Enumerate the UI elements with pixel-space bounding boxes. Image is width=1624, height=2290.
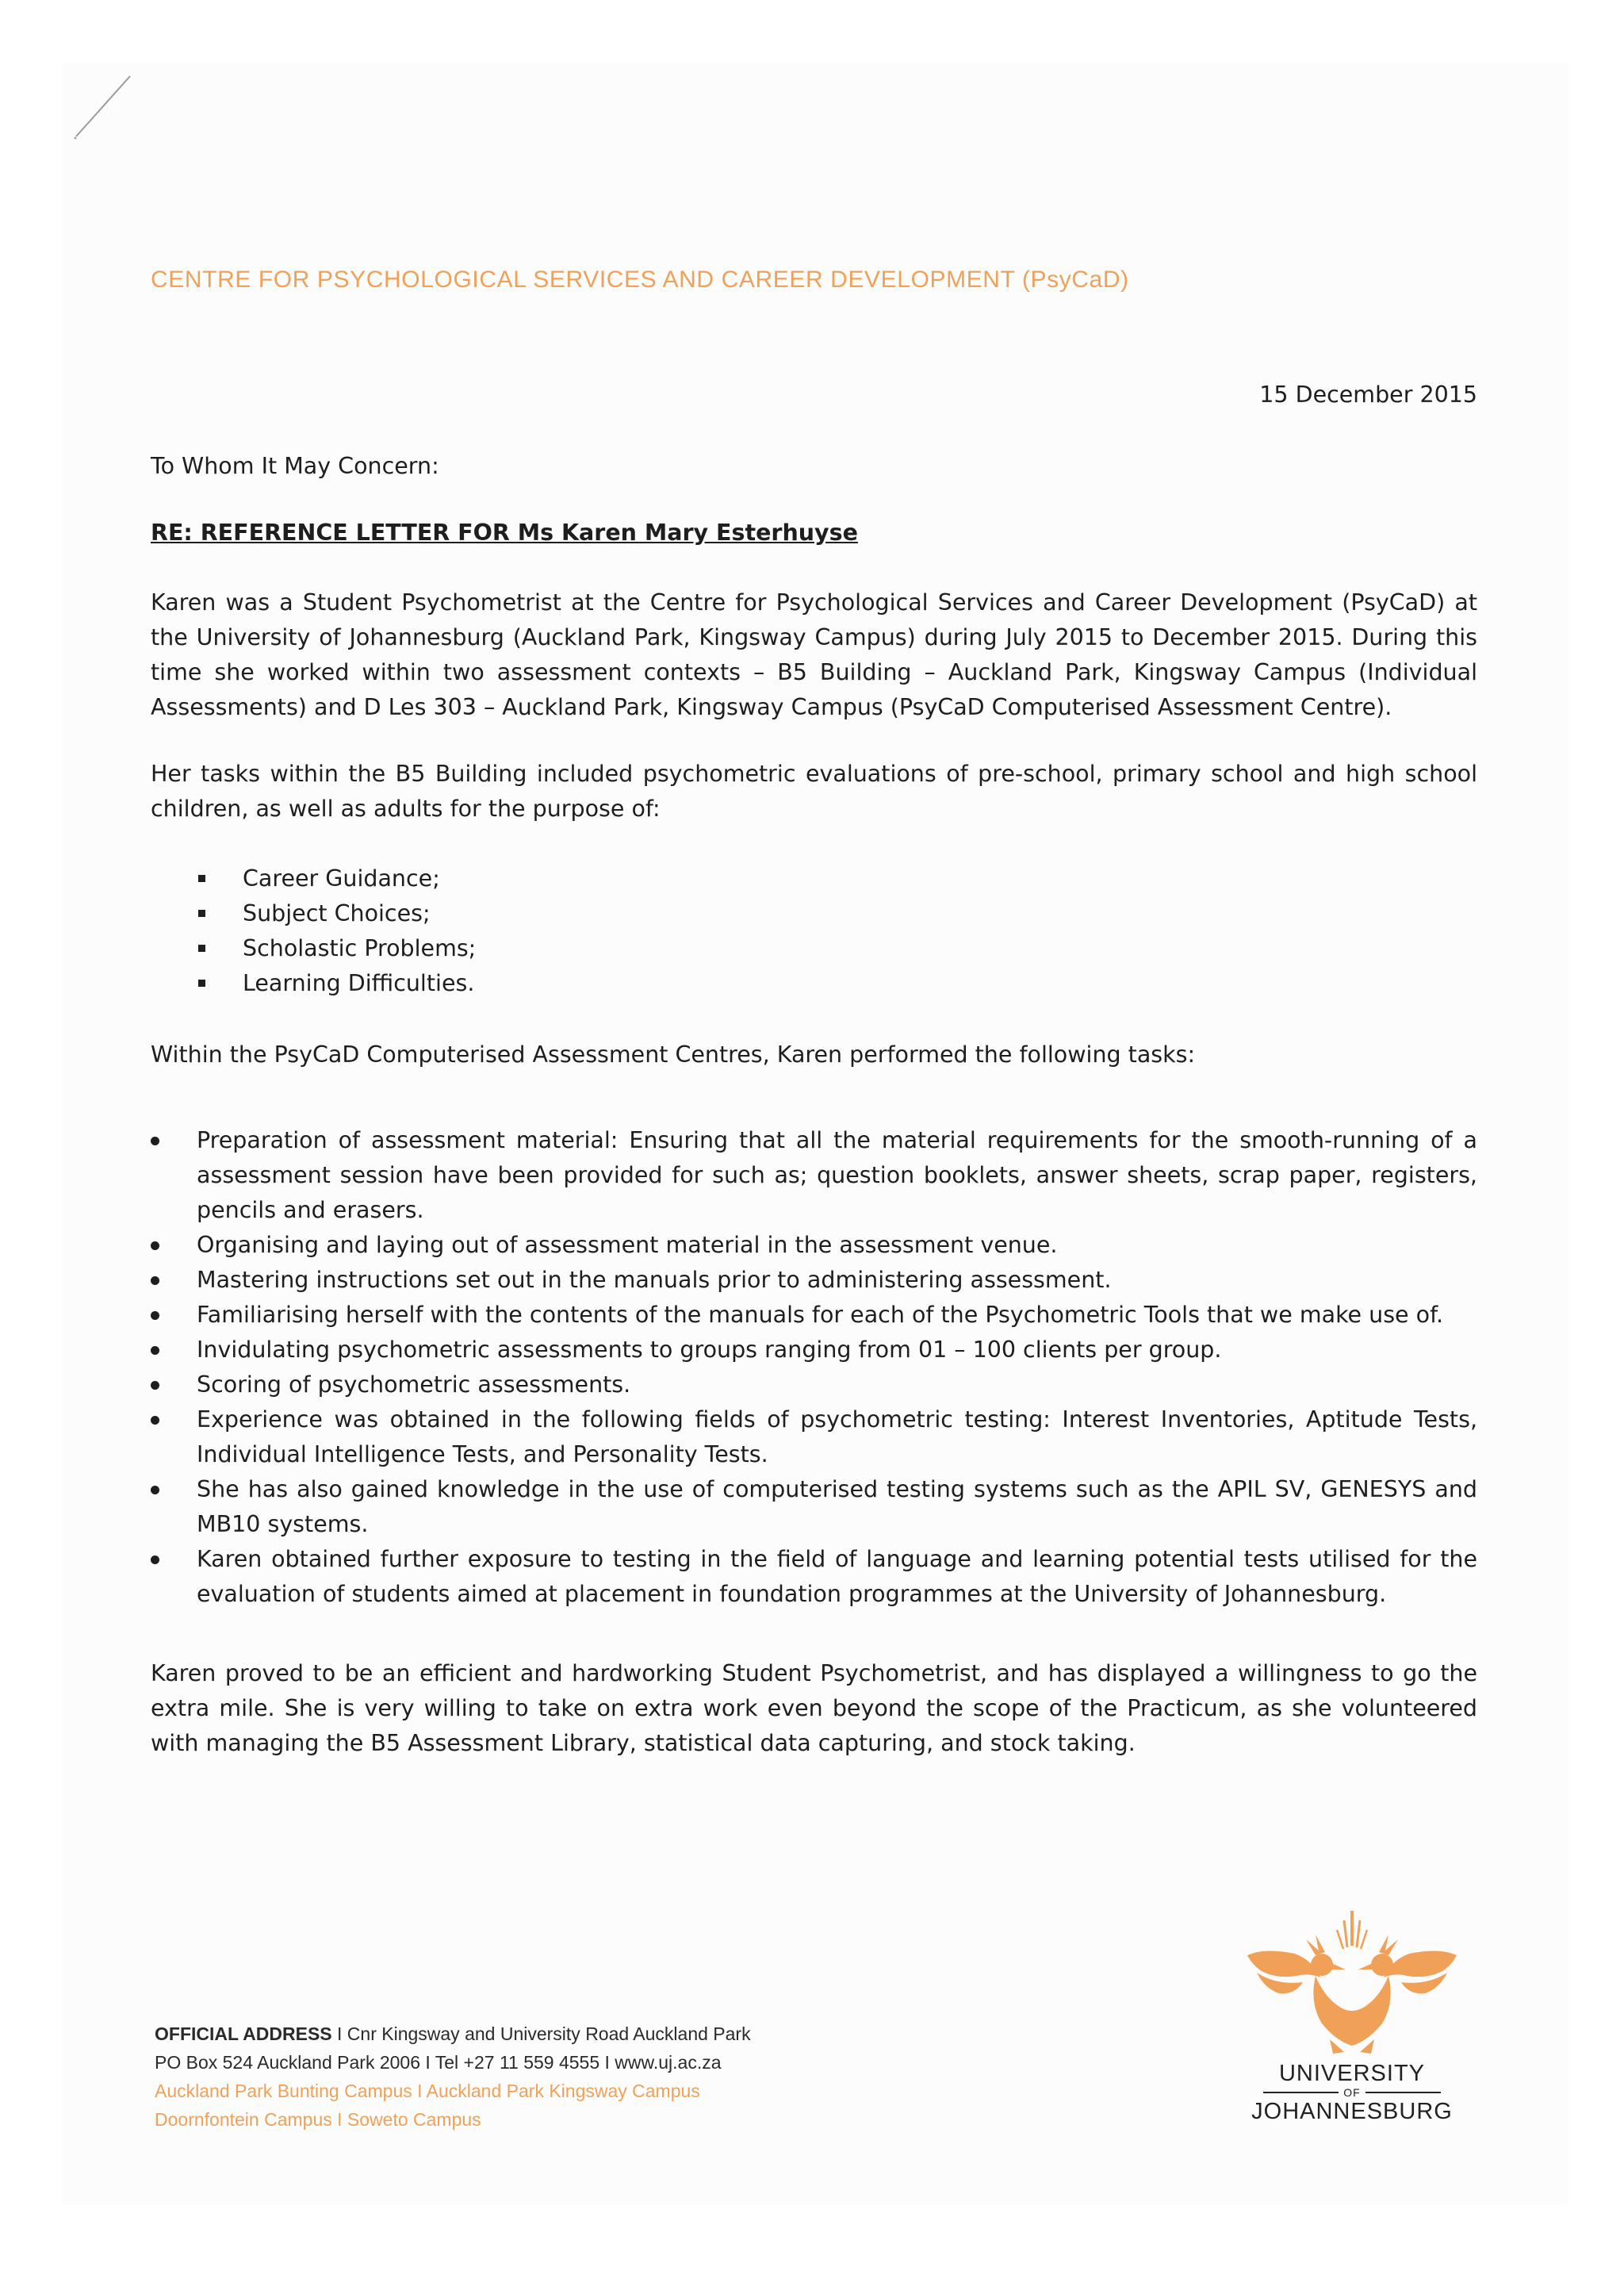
list-item-text: Scholastic Problems; bbox=[243, 935, 477, 961]
organization-heading: CENTRE FOR PSYCHOLOGICAL SERVICES AND CAREER DEVELOPMENT (PsyCaD) bbox=[151, 267, 1129, 293]
round-bullet-icon bbox=[151, 1346, 159, 1355]
round-bullet-icon bbox=[151, 1311, 159, 1320]
wordmark-university: UNIVERSITY bbox=[1278, 2061, 1426, 2086]
round-bullet-icon bbox=[151, 1276, 159, 1285]
round-bullet-icon bbox=[151, 1486, 159, 1494]
list-item bbox=[151, 1263, 1477, 1298]
address-line bbox=[155, 2020, 751, 2048]
paragraph-closing: Karen proved to be an efficient and hardworking Student Psychometrist, and has displayed a willingness to go the extra mile. She is very willing to take on extra work even beyond the scope of the Practicum, as she volunteered with managing the B5 Assessment Library, statistical data capturing, and stock taking. bbox=[151, 1660, 1477, 1756]
list-item bbox=[151, 896, 476, 931]
list-item-text: Familiarising herself with the contents of the manuals for each of the Psychometric Tools that we make use of. bbox=[197, 1302, 1444, 1328]
wordmark-of: OF bbox=[1343, 2086, 1361, 2099]
subject-line: RE: REFERENCE LETTER FOR Ms Karen Mary Esterhuyse bbox=[151, 520, 858, 546]
list-item-text: Mastering instructions set out in the manuals prior to administering assessment. bbox=[197, 1267, 1112, 1293]
letter-date: 15 December 2015 bbox=[1259, 382, 1477, 408]
round-bullet-icon bbox=[151, 1416, 159, 1425]
list-item-text: Preparation of assessment material: Ensuring that all the material requirements for the smooth-running of a assessment session have been provided for such as; question booklets, answer sheets, scrap paper, registers, pencils and erasers. bbox=[197, 1127, 1477, 1223]
list-item-text: Experience was obtained in the following fields of psychometric testing: Interest Inventories, Aptitude Tests, Individual Intelligence Tests, and Personality Tests. bbox=[197, 1406, 1477, 1467]
official-address bbox=[155, 2020, 751, 2134]
task-list bbox=[151, 1123, 1477, 1612]
campus-name: Soweto Campus bbox=[347, 2109, 481, 2130]
paragraph-intro: Karen was a Student Psychometrist at the Centre for Psychological Services and Career Development (PsyCaD) at the University of Johannesburg (Auckland Park, Kingsway Campus) during July 2015 to December 2015. During this time she worked within two assessment contexts – B5 Building – Auckland Park, Kingsway Campus (Individual Assessments) and D Les 303 – Auckland Park, Kingsway Campus (PsyCaD Computerised Assessment Centre). bbox=[151, 589, 1477, 720]
list-item bbox=[151, 1333, 1477, 1367]
list-item-text: Organising and laying out of assessment material in the assessment venue. bbox=[197, 1232, 1058, 1258]
square-bullet-icon bbox=[198, 875, 205, 882]
purpose-list bbox=[151, 861, 476, 1001]
square-bullet-icon bbox=[198, 910, 205, 917]
list-item bbox=[151, 1367, 1477, 1402]
list-item bbox=[151, 1123, 1477, 1228]
divider bbox=[1365, 2092, 1441, 2093]
campus-line bbox=[155, 2105, 751, 2134]
campus-line bbox=[155, 2077, 751, 2105]
separator: I bbox=[417, 2081, 423, 2101]
list-item-text: Learning Difficulties. bbox=[243, 970, 475, 996]
list-item-text: Scoring of psychometric assessments. bbox=[197, 1371, 631, 1398]
street-address: Cnr Kingsway and University Road Auckland Park bbox=[347, 2023, 751, 2044]
round-bullet-icon bbox=[151, 1555, 159, 1564]
round-bullet-icon bbox=[151, 1381, 159, 1390]
list-item-text: Invidulating psychometric assessments to groups ranging from 01 – 100 clients per group. bbox=[197, 1337, 1222, 1363]
separator: I bbox=[337, 2109, 343, 2130]
address-label: OFFICIAL ADDRESS bbox=[155, 2023, 332, 2044]
paragraph-b5-tasks: Her tasks within the B5 Building included psychometric evaluations of pre-school, primary school and high school children, as well as adults for the purpose of: bbox=[151, 761, 1477, 822]
list-item bbox=[151, 1542, 1477, 1612]
list-item bbox=[151, 861, 476, 896]
round-bullet-icon bbox=[151, 1137, 159, 1145]
list-item bbox=[151, 1298, 1477, 1333]
list-item-text: She has also gained knowledge in the use of computerised testing systems such as the APIL SV, GENESYS and MB10 systems. bbox=[197, 1476, 1477, 1537]
list-item bbox=[151, 966, 476, 1001]
list-item bbox=[151, 1472, 1477, 1542]
list-item-text: Career Guidance; bbox=[243, 865, 440, 892]
wordmark-of-row bbox=[1233, 2086, 1471, 2099]
paragraph-cac-intro: Within the PsyCaD Computerised Assessment Centres, Karen performed the following tasks: bbox=[151, 1041, 1196, 1068]
campus-name: Auckland Park Bunting Campus bbox=[155, 2081, 412, 2101]
pen-stroke-mark bbox=[70, 73, 149, 144]
list-item bbox=[151, 931, 476, 966]
round-bullet-icon bbox=[151, 1241, 159, 1250]
university-wordmark bbox=[1233, 2061, 1471, 2124]
salutation: To Whom It May Concern: bbox=[151, 453, 439, 479]
postal-address: PO Box 524 Auckland Park 2006 I Tel +27 11 559 4555 I www.uj.ac.za bbox=[155, 2052, 722, 2073]
campus-name: Auckland Park Kingsway Campus bbox=[426, 2081, 700, 2101]
wordmark-johannesburg: JOHANNESBURG bbox=[1251, 2099, 1453, 2124]
list-item bbox=[151, 1402, 1477, 1472]
list-item-text: Karen obtained further exposure to testing in the field of language and learning potential tests utilised for the evaluation of students aimed at placement in foundation programmes at the University of Johannesburg. bbox=[197, 1546, 1477, 1607]
list-item bbox=[151, 1228, 1477, 1263]
separator: I bbox=[337, 2023, 343, 2044]
square-bullet-icon bbox=[198, 980, 205, 987]
square-bullet-icon bbox=[198, 945, 205, 952]
campus-name: Doornfontein Campus bbox=[155, 2109, 332, 2130]
divider bbox=[1263, 2092, 1339, 2093]
list-item-text: Subject Choices; bbox=[243, 900, 431, 926]
